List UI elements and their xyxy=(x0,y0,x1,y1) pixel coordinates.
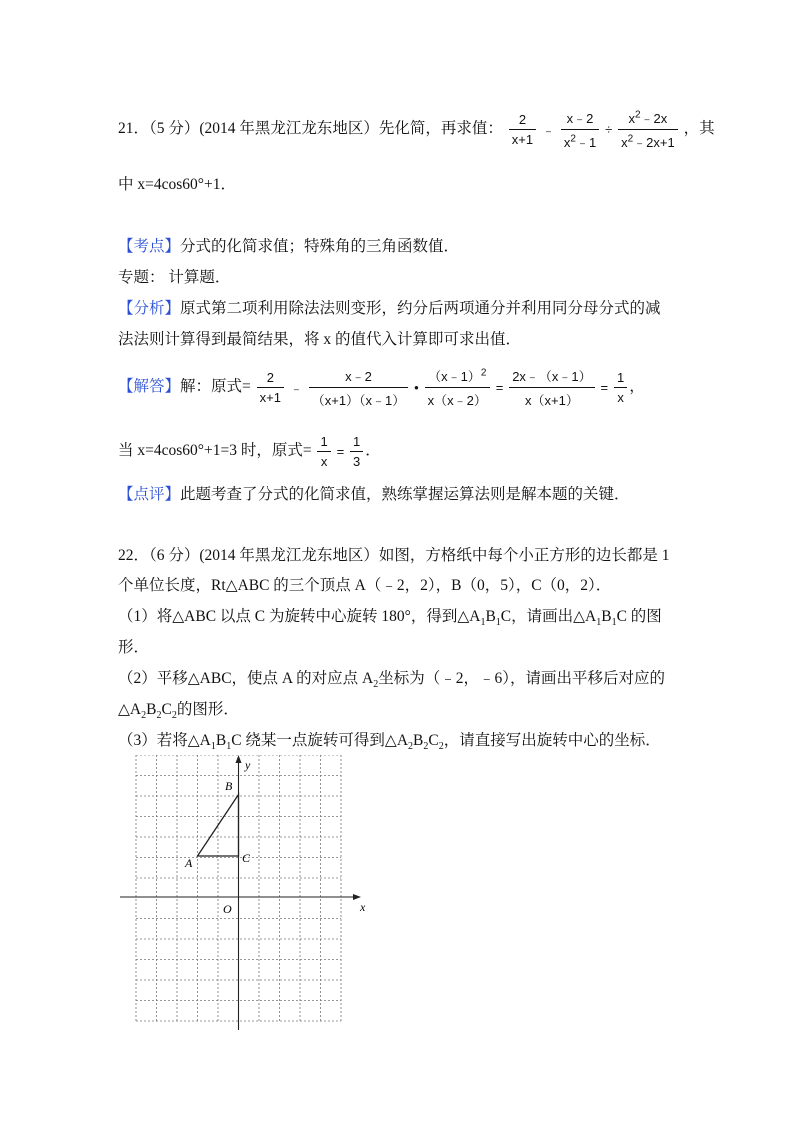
q22-part1-line2: 形． xyxy=(118,639,150,656)
solution-fraction-2: $\frac{x﹣2}{(x+1)(x﹣1)}$ xyxy=(309,366,409,409)
label-y: y xyxy=(245,758,251,772)
label-o: O xyxy=(223,902,232,916)
y-axis-arrow-icon xyxy=(236,755,242,763)
solution-fraction-1: $\frac{2}{x+1}$ xyxy=(257,370,284,405)
zhuanti-line: 专题： 计算题． xyxy=(118,269,231,286)
label-c: C xyxy=(242,851,251,865)
dianping-tag: 【点评】 xyxy=(118,486,181,503)
q21-fraction-2: $\frac{x﹣2}{x^2﹣1}$ xyxy=(561,108,599,151)
q22-line1: 22．（6 分）(2014 年黑龙江龙东地区）如图，方格纸中每个小正方形的边长都是 1 xyxy=(118,547,670,564)
label-b: B xyxy=(225,779,233,793)
q22-part1: （1）将△ABC 以点 C 为旋转中心旋转 180°，得到$\triangle A_1B_1C$，请画出$\triangle A_1B_1C$ 的图 xyxy=(118,608,662,629)
fenxi-line1: 【分析】原式第二项利用除法法则变形，约分后两项通分并利用同分母分式的减 xyxy=(118,300,661,317)
q22-part2: （2）平移△ABC，使点 A 的对应点 $A_2$坐标为（﹣2，﹣6），请画出平移后对应的 xyxy=(118,670,665,691)
dianping-line: 【点评】此题考查了分式的化简求值，熟练掌握运算法则是解本题的关键． xyxy=(118,486,630,503)
dang-line: 当 x=4cos60°+1=3 时，原式= $\frac{1}{x}$ = $\frac{1}{3}$ ． xyxy=(118,434,381,469)
jieda-tag: 【解答】 xyxy=(118,378,181,396)
q22-part2-line2: $\triangle A_2B_2C_2$的图形． xyxy=(118,701,239,722)
kaodian-tag: 【考点】 xyxy=(118,238,181,255)
q21-statement: 21．（5 分）(2014 年黑龙江龙东地区）先化简，再求值： $\frac{2}{x+1}$ ﹣ $\frac{x﹣2}{x^2﹣1}$ ÷ $\frac{x^2﹣2x}{x^2﹣2x+1}$ ，其 xyxy=(118,109,715,150)
label-x: x xyxy=(360,900,366,914)
q22-part3: （3）若将$\triangle A_1B_1C$ 绕某一点旋转可得到$\triangle A_2B_2C_2$，请直接写出旋转中心的坐标． xyxy=(118,732,661,753)
q21-line2: 中 x=4cos60°+1． xyxy=(118,176,236,193)
kaodian-line: 【考点】分式的化简求值；特殊角的三角函数值． xyxy=(118,238,460,255)
q21-fraction-3: $\frac{x^2﹣2x}{x^2﹣2x+1}$ xyxy=(618,108,678,151)
substitution-fraction-2: $\frac{1}{3}$ xyxy=(350,434,363,469)
coordinate-grid-figure xyxy=(115,755,375,1035)
q21-fraction-1: $\frac{2}{x+1}$ xyxy=(509,112,536,147)
substitution-fraction-1: $\frac{1}{x}$ xyxy=(317,434,330,469)
q22-line2: 个单位长度，Rt△ABC 的三个顶点 A（﹣2，2），B（0，5），C（0，2）． xyxy=(118,577,612,594)
solution-fraction-4: $\frac{2x﹣(x﹣1)}{x(x+1)}$ xyxy=(509,366,594,409)
fenxi-line2: 法法则计算得到最简结果，将 x 的值代入计算即可求出值． xyxy=(118,331,522,348)
jieda-line: 【解答】解：原式= $\frac{2}{x+1}$ ﹣ $\frac{x﹣2}{(x+1)(x﹣1)}$ • $\frac{(x﹣1)^2}{x(x﹣2)}$ = $\frac{2x﹣(x﹣1)}{x(x+1)}$ = $\frac{1}{x}$ ， xyxy=(118,367,645,408)
solution-fraction-3: $\frac{(x﹣1)^2}{x(x﹣2)}$ xyxy=(425,366,490,409)
fenxi-tag: 【分析】 xyxy=(118,300,181,317)
solution-fraction-5: $\frac{1}{x}$ xyxy=(614,370,627,405)
label-a: A xyxy=(185,856,193,870)
